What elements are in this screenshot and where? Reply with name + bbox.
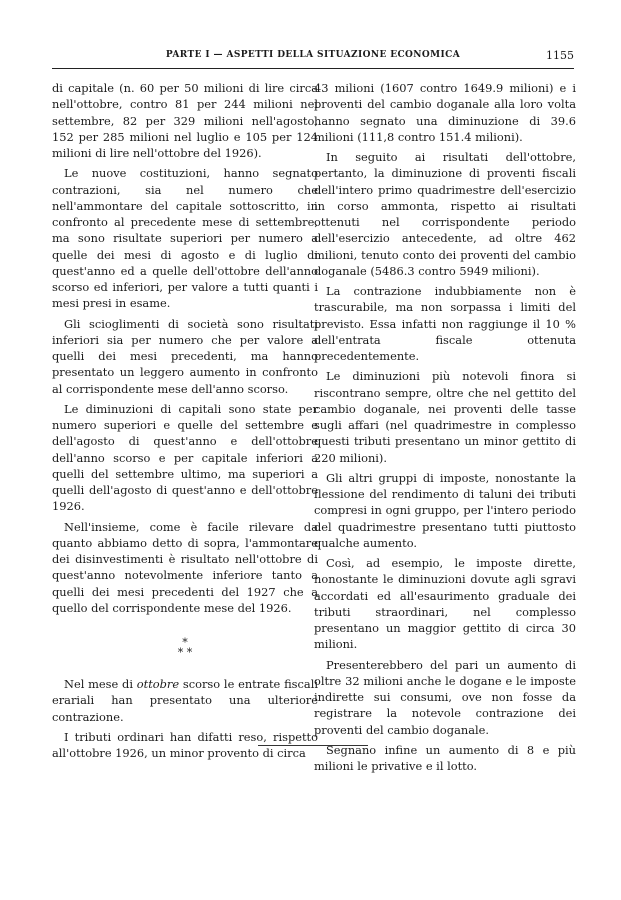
- paragraph: La contrazione indubbiamente non è trascurabile, ma non sorpassa i limiti del previsto. Essa infatti non raggiunge il 10 % dell'entrata fiscale ottenuta precedentemente.: [314, 284, 576, 363]
- end-rule: [258, 745, 368, 746]
- paragraph: Nell'insieme, come è facile rilevare da quanto abbiamo detto di sopra, l'ammontare dei disinvestimenti è risultato nell'ottobre di quest'anno notevolmente inferiore tanto a quelli dei mesi precedenti del 1927 che a quello del corrispondente mese del 1926.: [52, 519, 318, 615]
- paragraph: Le diminuzioni di capitali sono state per numero superiori e quelle del settembre e dell'agosto di quest'anno e dell'ottobre dell'anno scorso e per capitale inferiori a quelli del settembre ultimo, ma superiori a quelli dell'agosto di quest'anno e dell'ottobre 1926.: [52, 401, 318, 514]
- right-column: [314, 80, 576, 778]
- asterism-bottom: * *: [177, 646, 193, 659]
- left-column: [52, 80, 318, 765]
- italic-word: ottobre: [136, 677, 180, 691]
- paragraph: I tributi ordinari han difatti reso, rispetto all'ottobre 1926, un minor provento di circa: [52, 729, 318, 760]
- page-number: 1155: [546, 49, 574, 62]
- paragraph: In seguito ai risultati dell'ottobre, pertanto, la diminuzione di proventi fiscali dell'intero primo quadrimestre dell'esercizio in corso ammonta, rispetto ai risultati ottenuti nel corrispondente periodo dell'esercizio antecedente, ad oltre 462 milioni, tenuto conto dei proventi del cambio doganale (5486.3 contro 5949 milioni).: [314, 150, 576, 278]
- paragraph: Gli altri gruppi di imposte, nonostante la flessione del rendimento di taluni dei tributi compresi in ogni gruppo, per l'intero periodo del quadrimestre presentano tutti piuttosto qualche aumento.: [314, 470, 576, 550]
- paragraph: Le diminuzioni più notevoli finora si riscontrano sempre, oltre che nel gettito del cambio doganale, nei proventi delle tasse sugli affari (nel quadrimestre in complesso questi tributi presentano un minor gettito di 220 milioni).: [314, 369, 576, 465]
- section-asterism: [52, 638, 318, 658]
- running-head: PARTE I — ASPETTI DELLA SITUAZIONE ECONOMICA: [165, 50, 461, 60]
- paragraph: Le nuove costituzioni, hanno segnato contrazioni, sia nel numero che nell'ammontare del capitale sottoscritto, in confronto al precedente mese di settembre, ma sono risultate superiori per numero a quelle dei mesi di agosto e di luglio di quest'anno ed a quelle dell'ottobre dell'anno scorso ed inferiori, per valore a tutti quanti i mesi presi in esame.: [52, 166, 318, 311]
- paragraph: Segnano infine un aumento di 8 e più milioni le privative e il lotto.: [314, 742, 576, 773]
- paragraph: di capitale (n. 60 per 50 milioni di lire circa nell'ottobre, contro 81 per 244 milioni nel settembre, 82 per 329 milioni nell'agosto, 152 per 285 milioni nel luglio e 105 per 124 milioni di lire nell'ottobre del 1926).: [52, 81, 318, 160]
- header-rule: [52, 68, 574, 69]
- paragraph: Gli scioglimenti di società sono risultati inferiori sia per numero che per valore a quelli dei mesi precedenti, ma hanno presentato un leggero aumento in confronto al corrispondente mese dell'anno scorso.: [52, 316, 318, 396]
- paragraph: [52, 676, 318, 725]
- paragraph: Presenterebbero del pari un aumento di oltre 32 milioni anche le dogane e le imposte indirette sui consumi, ove non fosse da registrare la notevole contrazione dei proventi del cambio doganale.: [314, 657, 576, 737]
- paragraph-text: scorso le entrate fiscali erariali han presentato una ulteriore contrazione.: [52, 677, 318, 724]
- page-header: [52, 50, 574, 64]
- asterism-top: *: [182, 636, 188, 649]
- paragraph: Così, ad esempio, le imposte dirette, nonostante le diminuzioni dovute agli sgravi accordati ed all'esaurimento graduale dei tributi straordinari, nel complesso presentano un maggior gettito di circa 30 milioni.: [314, 556, 576, 652]
- paragraph: 43 milioni (1607 contro 1649.9 milioni) e i proventi del cambio doganale alla loro volta hanno segnato una diminuzione di 39.6 milioni (111,8 contro 151.4 milioni).: [314, 81, 576, 144]
- paragraph-text: Nel mese di: [64, 677, 137, 691]
